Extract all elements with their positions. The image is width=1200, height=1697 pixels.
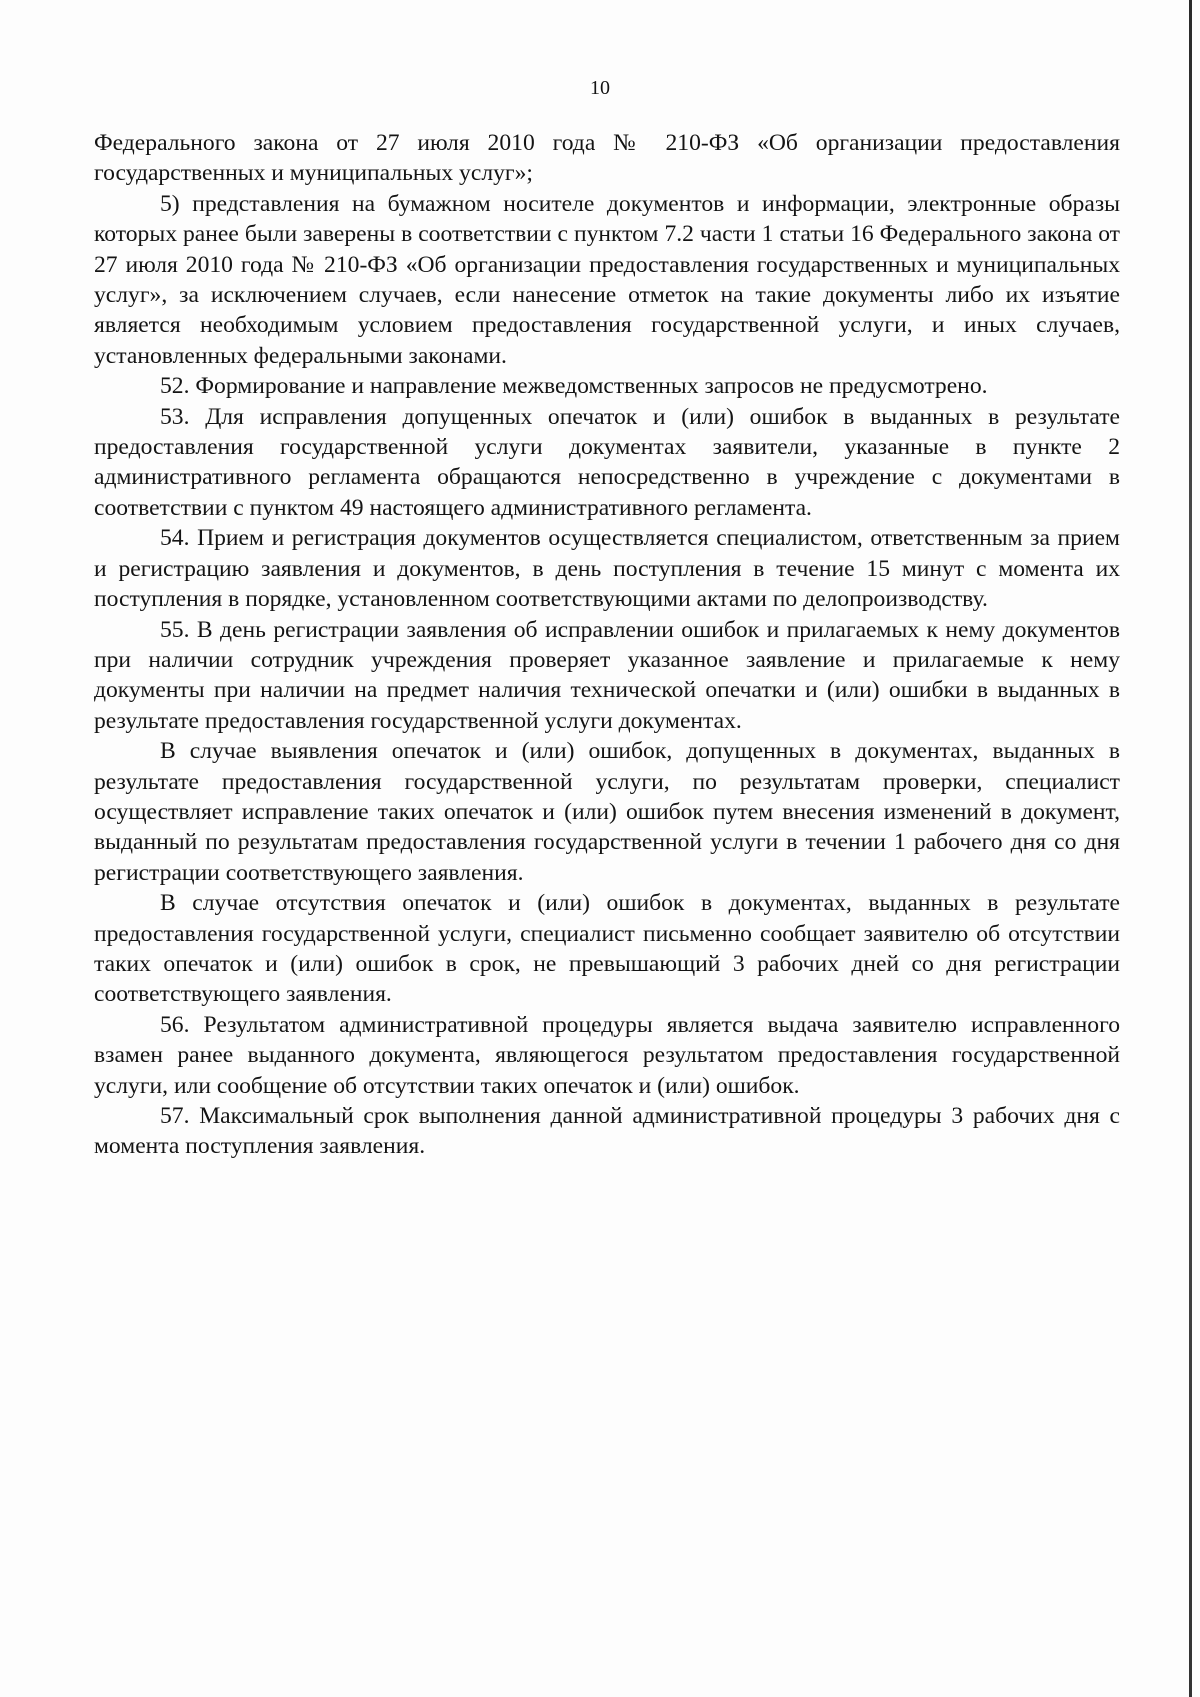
scan-edge-line [1189,0,1192,1697]
page-number: 10 [590,77,610,99]
paragraph-56: 56. Результатом административной процедуры является выдача заявителю исправленного взамен ранее выданного документа, являющегося результатом предоставления государственной услуги, или сообщение об отсутствии таких опечаток и (или) ошибок. [94,1011,1120,1099]
paragraph-55: 55. В день регистрации заявления об исправлении ошибок и прилагаемых к нему документов при наличии сотрудник учреждения проверяет указанное заявление и прилагаемые к нему документы при наличии на предмет наличия технической опечатки и (или) ошибки в выданных в результате предоставления государственной услуги документах. [94,616,1120,734]
paragraph-continuation: Федерального закона от 27 июля 2010 года № 210-ФЗ «Об организации предоставления государственных и муниципальных услуг»; [94,130,1120,187]
paragraph-55-errors-found: В случае выявления опечаток и (или) ошибок, допущенных в документах, выданных в результате предоставления государственной услуги, по результатам проверки, специалист осуществляет исправление таких опечаток и (или) ошибок путем внесения изменений в документ, выданный по результатам предоставления государственной услуги в течении 1 рабочего дня со дня регистрации соответствующего заявления. [94,738,1120,886]
paragraph-53: 53. Для исправления допущенных опечаток и (или) ошибок в выданных в результате предоставления государственной услуги документах заявители, указанные в пункте 2 административного регламента обращаются непосредственно в учреждение с документами в соответствии с пунктом 49 настоящего административного регламента. [94,403,1120,521]
paragraph-item-5: 5) представления на бумажном носителе документов и информации, электронные образы которых ранее были заверены в соответствии с пунктом 7.2 части 1 статьи 16 Федерального закона от 27 июля 2010 года № 210-ФЗ «Об организации предоставления государственных и муниципальных услуг», за исключением случаев, если нанесение отметок на такие документы либо их изъятие является необходимым условием предоставления государственной услуги, и иных случаев, установленных федеральными законами. [94,190,1120,369]
paragraph-57: 57. Максимальный срок выполнения данной административной процедуры 3 рабочих дня с момента поступления заявления. [94,1103,1120,1160]
paragraph-54: 54. Прием и регистрация документов осуществляется специалистом, ответственным за прием и регистрацию заявления и документов, в день поступления в течение 15 минут с момента их поступления в порядке, установленном соответствующими актами по делопроизводству. [94,525,1120,613]
paragraph-52: 52. Формирование и направление межведомственных запросов не предусмотрено. [160,373,988,400]
document-body [94,128,1120,1162]
paragraph-55-no-errors: В случае отсутствия опечаток и (или) ошибок в документах, выданных в результате предоставления государственной услуги, специалист письменно сообщает заявителю об отсутствии таких опечаток и (или) ошибок в срок, не превышающий 3 рабочих дней со дня регистрации соответствующего заявления. [94,890,1120,1008]
